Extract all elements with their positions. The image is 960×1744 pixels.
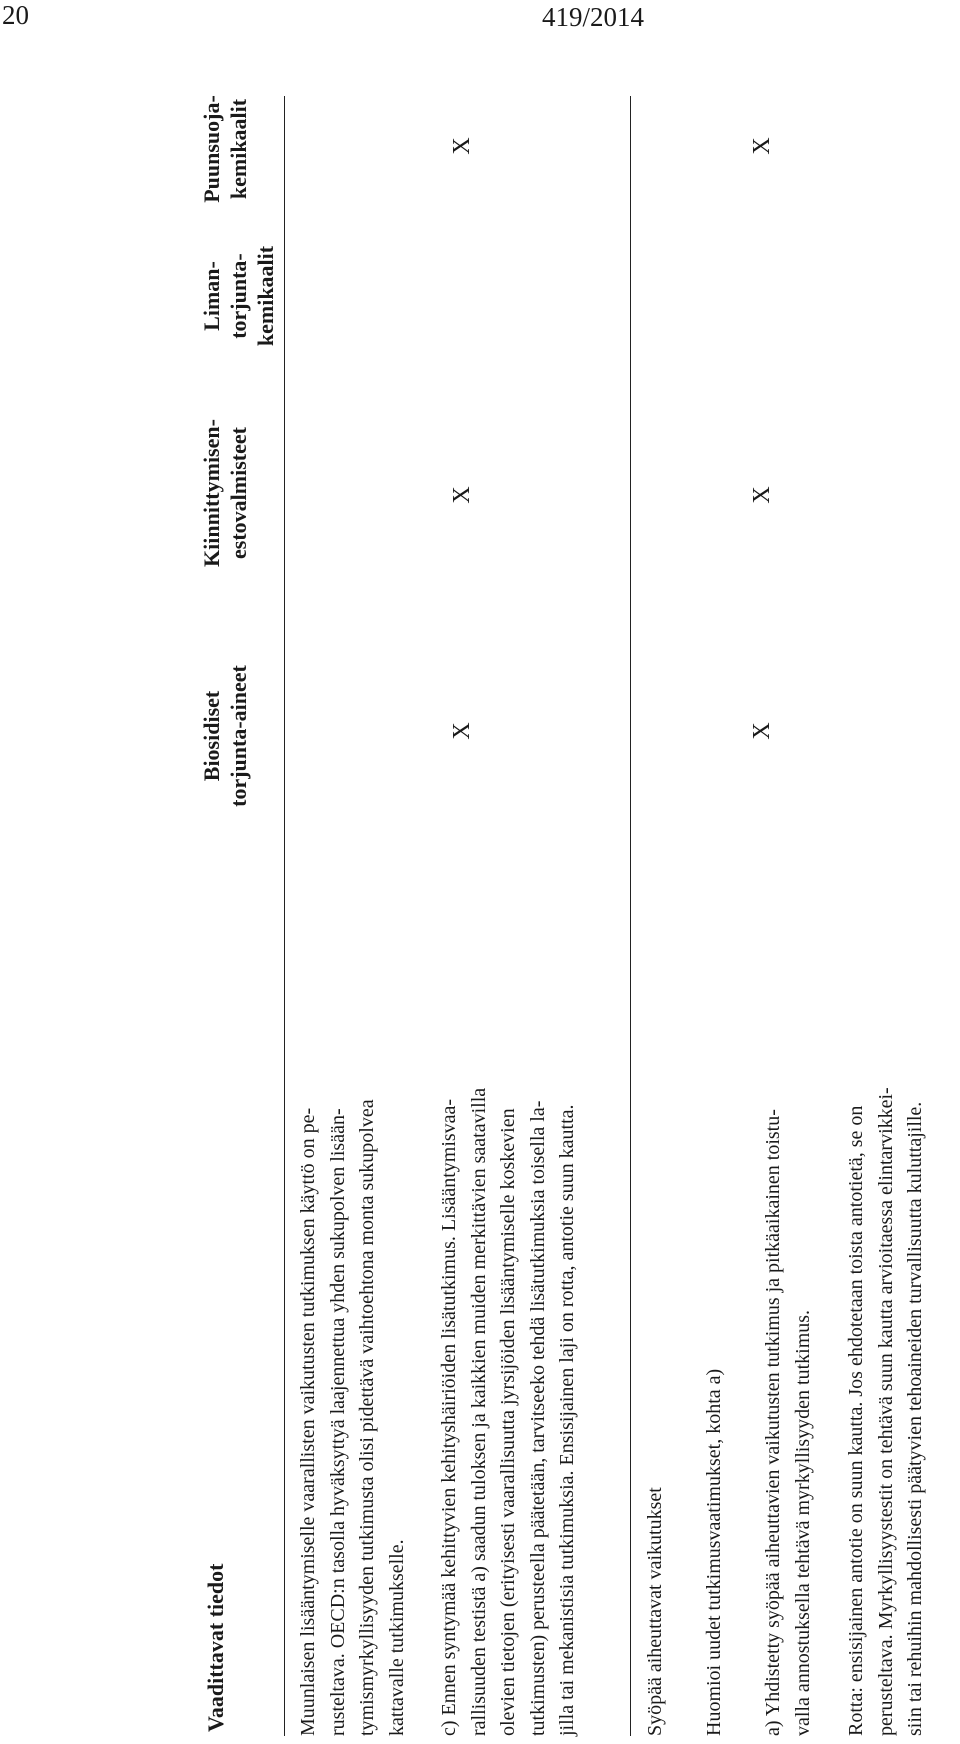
header-kiinnittymisen — [198, 398, 252, 588]
page-number: 20 — [2, 0, 29, 30]
text-line: Muunlaisen lisääntymiselle vaarallisten vaikutusten tutkimuksen käyttö on pe- — [297, 1107, 319, 1736]
mark-row-a-kiinnittymisen: X — [749, 486, 775, 504]
text-line: rallisuuden testistä a) saadun tuloksen ja kaikkien muiden merkittävien saatavilla — [467, 1087, 490, 1736]
text-line: tymismyrkyllisyyden tutkimusta olisi pidettävä vaihtoehtona monta sukupolvea — [356, 1099, 379, 1736]
note-new-requirements — [700, 976, 730, 1736]
header-limantorjunta-line3: kemikaalit — [253, 245, 278, 347]
mark-row-a-biosidiset: X — [749, 722, 775, 740]
text-line: Huomioi uudet tutkimusvaatimukset, kohta a) — [703, 1368, 725, 1736]
section-rule-right — [630, 96, 631, 956]
mark-row-c-puunsuoja: X — [449, 137, 475, 155]
header-limantorjunta-line1: Liman- — [199, 261, 224, 331]
text-line: tutkimusten) perusteella päätetään, tarvitseeko tehdä lisätutkimuksia toisella la- — [526, 1100, 549, 1736]
header-puunsuoja-line2: kemikaalit — [226, 98, 251, 200]
paragraph-reproduction-alternatives — [294, 976, 412, 1736]
section-heading-carcinogenicity — [641, 976, 671, 1736]
text-line: rusteltava. OECD:n tasolla hyväksyttyä laajennettua yhden sukupolven lisään- — [326, 1108, 349, 1736]
header-limantorjunta-line2: torjunta- — [226, 253, 251, 339]
text-line: a) Yhdistetty syöpää aiheuttavien vaikutusten tutkimus ja pitkäaikainen toistu- — [762, 1109, 784, 1736]
rotated-table — [198, 96, 938, 1736]
mark-row-a-puunsuoja: X — [749, 137, 775, 155]
header-limantorjunta — [198, 221, 279, 371]
text-line: jilla tai mekanistisia tutkimuksia. Ensisijainen laji on rotta, antotie suun kautta. — [556, 1104, 579, 1736]
text-line: valla annostuksella tehtävä myrkyllisyyden tutkimus. — [791, 1309, 814, 1736]
header-biosidiset-line1: Biosidiset — [199, 690, 224, 782]
text-line: Syöpää aiheuttavat vaikutukset — [644, 1487, 666, 1736]
text-line: perusteltava. Myrkyllisyystestit on tehtävä suun kautta arvioitaessa elintarvikkei- — [874, 1087, 897, 1736]
header-puunsuoja — [198, 74, 252, 224]
header-puunsuoja-line1: Puunsuoja- — [199, 95, 224, 203]
paragraph-prenatal-study — [435, 976, 583, 1736]
header-kiinnittymisen-line2: estovalmisteet — [226, 427, 251, 559]
text-line: c) Ennen syntymää kehittyvien kehityshäiriöiden lisätutkimus. Lisääntymisvaa- — [438, 1098, 460, 1736]
paragraph-combined-study — [759, 976, 818, 1736]
text-line: siin tai rehuihin mahdollisesti päätyvien tehoaineiden turvallisuutta kuluttajille. — [904, 1101, 927, 1736]
document-id: 419/2014 — [542, 2, 645, 32]
header-vaadittavat-tiedot: Vaadittavat tiedot — [203, 1563, 228, 1732]
mark-row-c-kiinnittymisen: X — [449, 486, 475, 504]
text-line: olevien tietojen (erityisesti vaarallisuutta jyrsijöiden lisääntymiselle koskevien — [497, 1108, 520, 1736]
header-biosidiset — [198, 641, 252, 831]
paragraph-rat-route — [842, 976, 931, 1736]
header-rule — [284, 96, 285, 1736]
text-line: kattavalle tutkimukselle. — [385, 1539, 408, 1736]
text-line: Rotta: ensisijainen antotie on suun kautta. Jos ehdotetaan toista antotietä, se on — [845, 1105, 867, 1736]
header-biosidiset-line2: torjunta-aineet — [226, 665, 251, 807]
section-rule-left — [630, 956, 631, 1736]
mark-row-c-biosidiset: X — [449, 722, 475, 740]
header-kiinnittymisen-line1: Kiinnittymisen- — [199, 419, 224, 567]
